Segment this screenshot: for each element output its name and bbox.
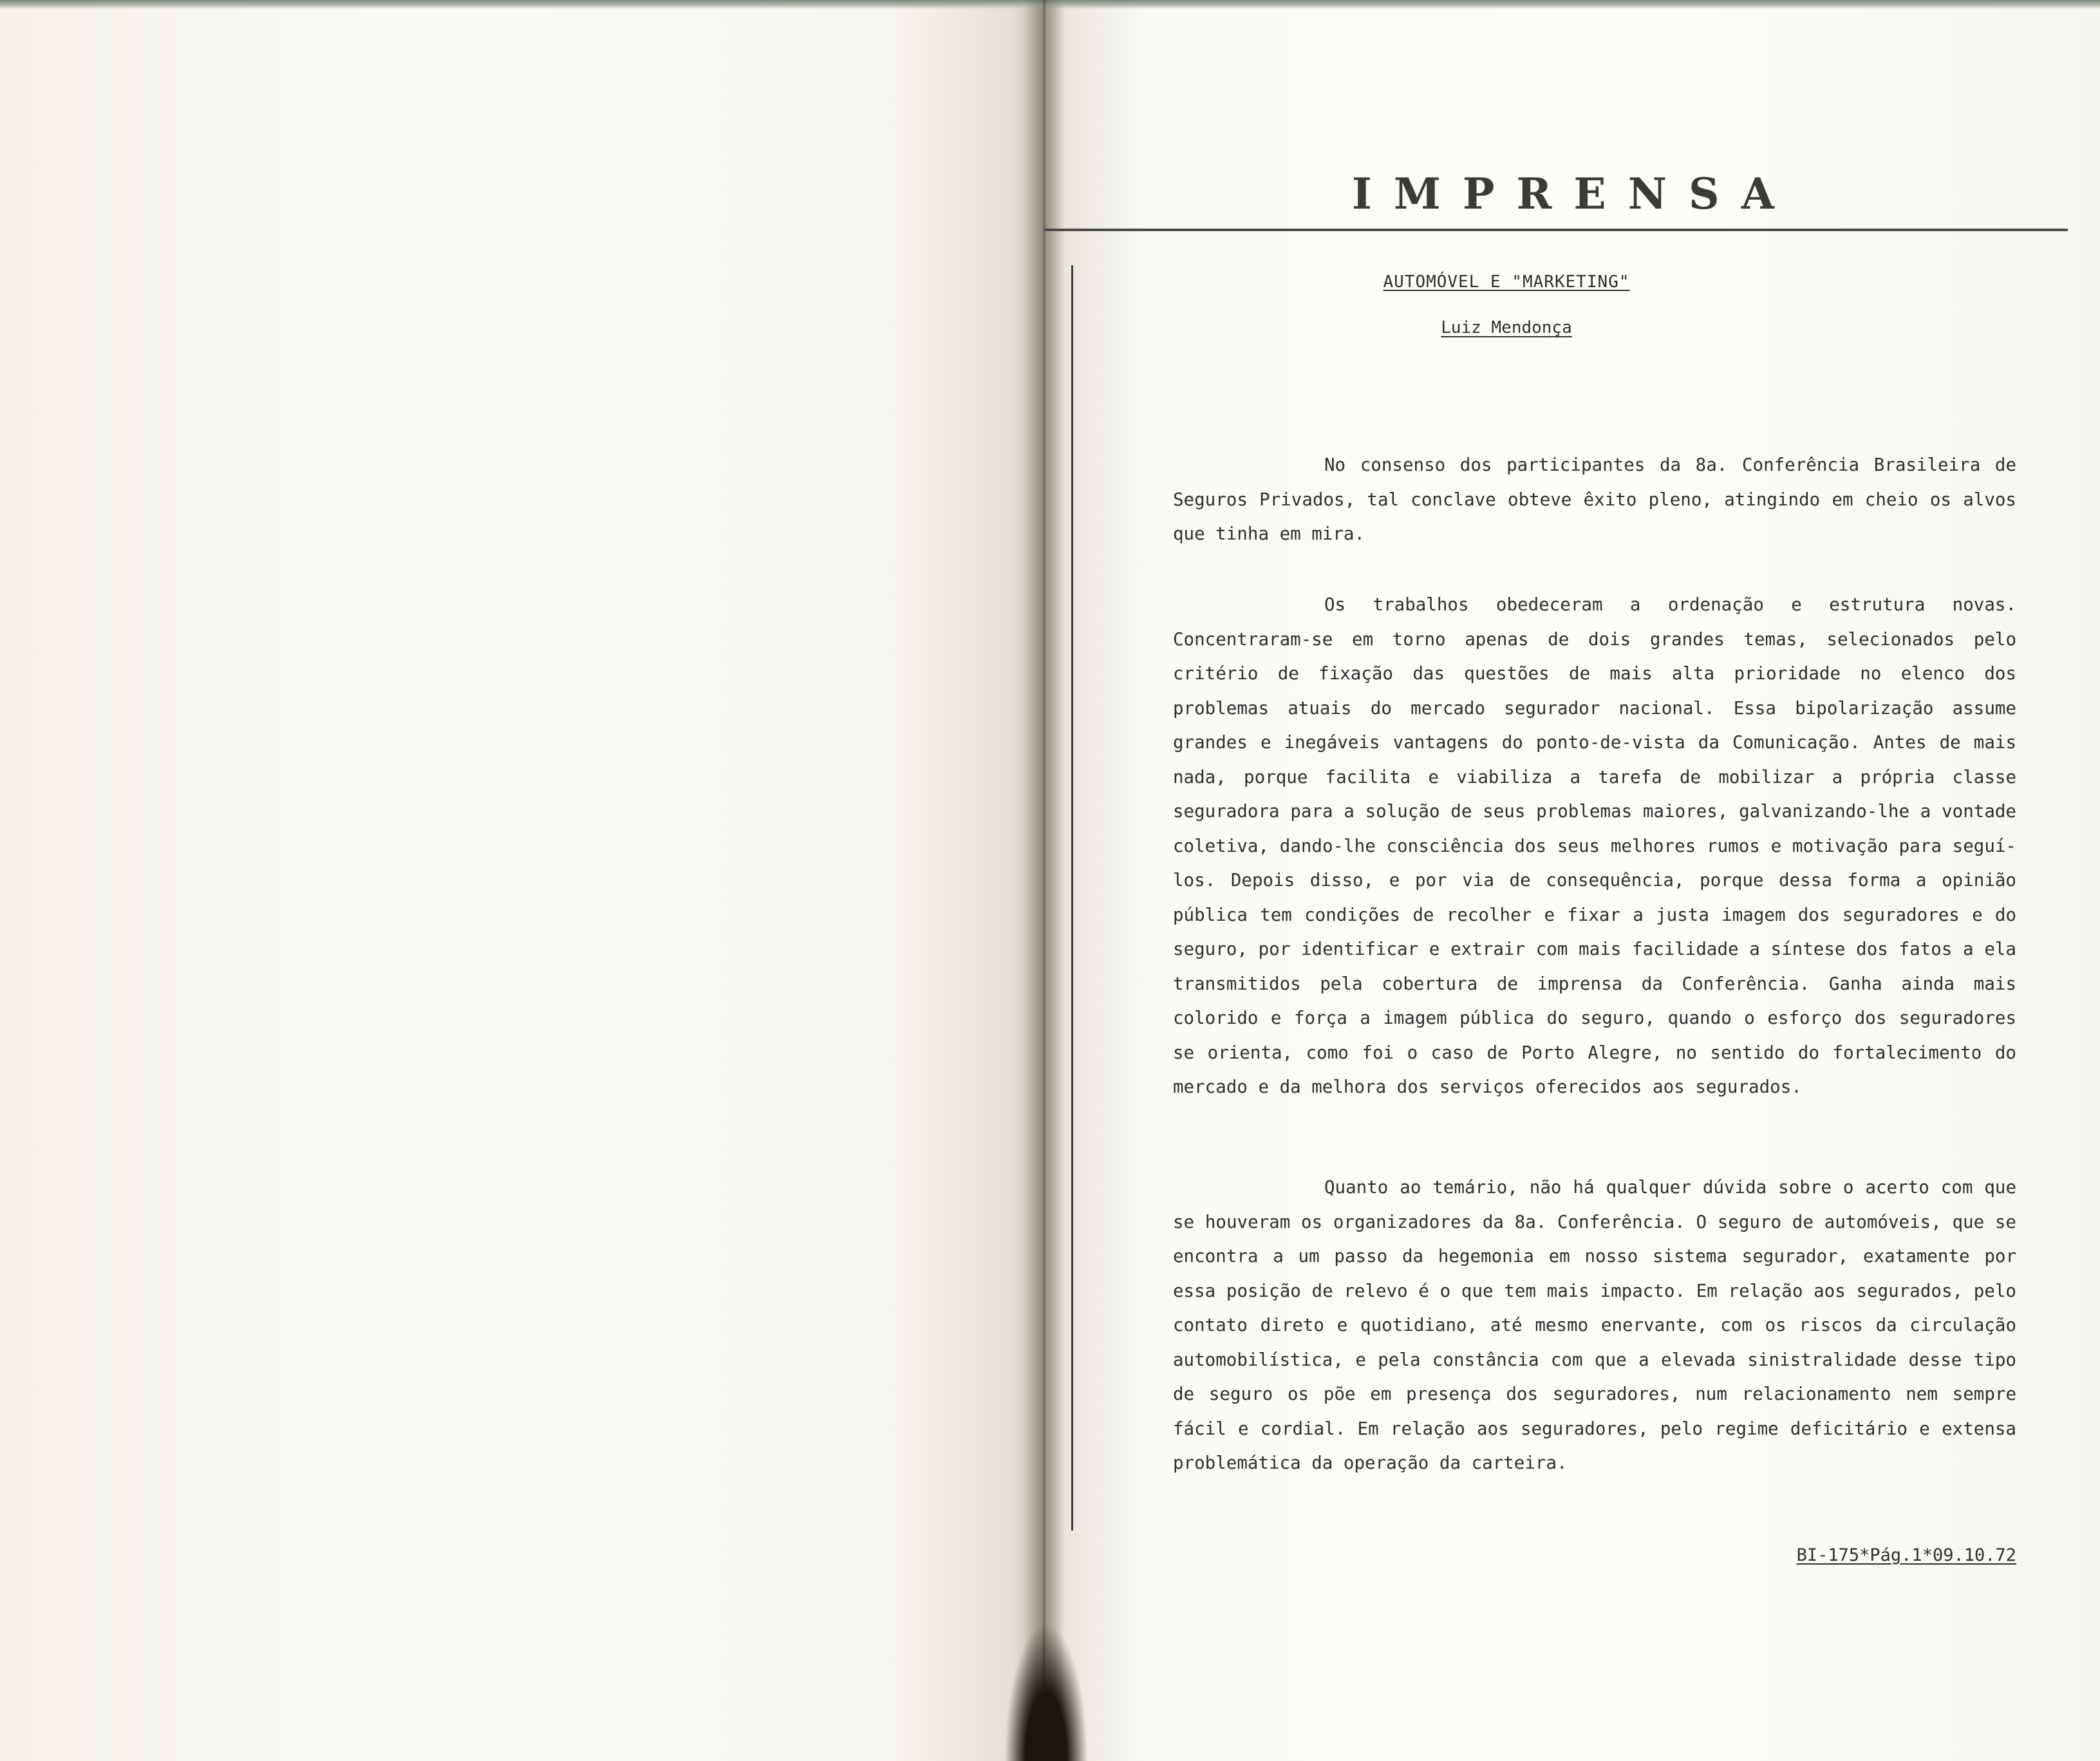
article-headline bbox=[1326, 272, 1687, 292]
masthead-title: IMPRENSA bbox=[1352, 169, 1796, 219]
paragraph-2: Os trabalhos obedeceram a ordenação e estrutura novas. Concentraram-se em torno apenas de dois grandes temas, selecionados pelo critério de fixação das questões de mais alta prioridade no elenco dos problemas atuais do mercado segurador nacional. Essa bipolarização assume grandes e inegáveis vantagens do ponto-de-vista da Comunicação. Antes de mais nada, porque facilita e viabiliza a tarefa de mobilizar a própria classe seguradora para a solução de seus problemas maiores, galvanizando-lhe a vontade coletiva, dando-lhe consciência dos seus melhores rumos e motivação para seguí-los. Depois disso, e por via de consequência, porque dessa forma a opinião pública tem condições de recolher e fixar a justa imagem dos seguradores e do seguro, por identificar e extrair com mais facilidade a síntese dos fatos a ela transmitidos pela cobertura de imprensa da Conferência. Ganha ainda mais colorido e força a imagem pública do seguro, quando o esforço dos seguradores se orienta, como foi o caso de Porto Alegre, no sentido do fortalecimento do mercado e da melhora dos serviços oferecidos aos segurados. bbox=[1173, 594, 2016, 1097]
margin-rule bbox=[1071, 265, 1073, 1530]
masthead-rule bbox=[1044, 229, 2068, 231]
gutter-shadow bbox=[1004, 1623, 1088, 1761]
page-reference bbox=[1778, 1545, 2016, 1565]
article-author bbox=[1358, 318, 1655, 337]
paragraph-1: No consenso dos participantes da 8a. Conferência Brasileira de Seguros Privados, tal conclave obteve êxito pleno, atingindo em cheio os alvos que tinha em mira. bbox=[1173, 455, 2016, 544]
paragraph-3: Quanto ao temário, não há qualquer dúvida sobre o acerto com que se houveram os organizadores da 8a. Conferência. O seguro de automóveis, que se encontra a um passo da hegemonia em nosso sistema segurador, exatamente por essa posição de relevo é o que tem mais impacto. Em relação aos segurados, pelo contato direto e quotidiano, até mesmo enervante, com os riscos da circulação automobilística, e pela constância com que a elevada sinistralidade desse tipo de seguro os põe em presença dos seguradores, num relacionamento nem sempre fácil e cordial. Em relação aos seguradores, pelo regime deficitário e extensa problemática da operação da carteira. bbox=[1173, 1177, 2016, 1473]
book-gutter bbox=[1024, 0, 1065, 1761]
headline-text: AUTOMÓVEL E "MARKETING" bbox=[1383, 272, 1630, 292]
page-reference-text: BI-175*Pág.1*09.10.72 bbox=[1796, 1545, 2016, 1565]
author-name: Luiz Mendonça bbox=[1441, 318, 1572, 337]
left-page-blank bbox=[0, 0, 1044, 1761]
